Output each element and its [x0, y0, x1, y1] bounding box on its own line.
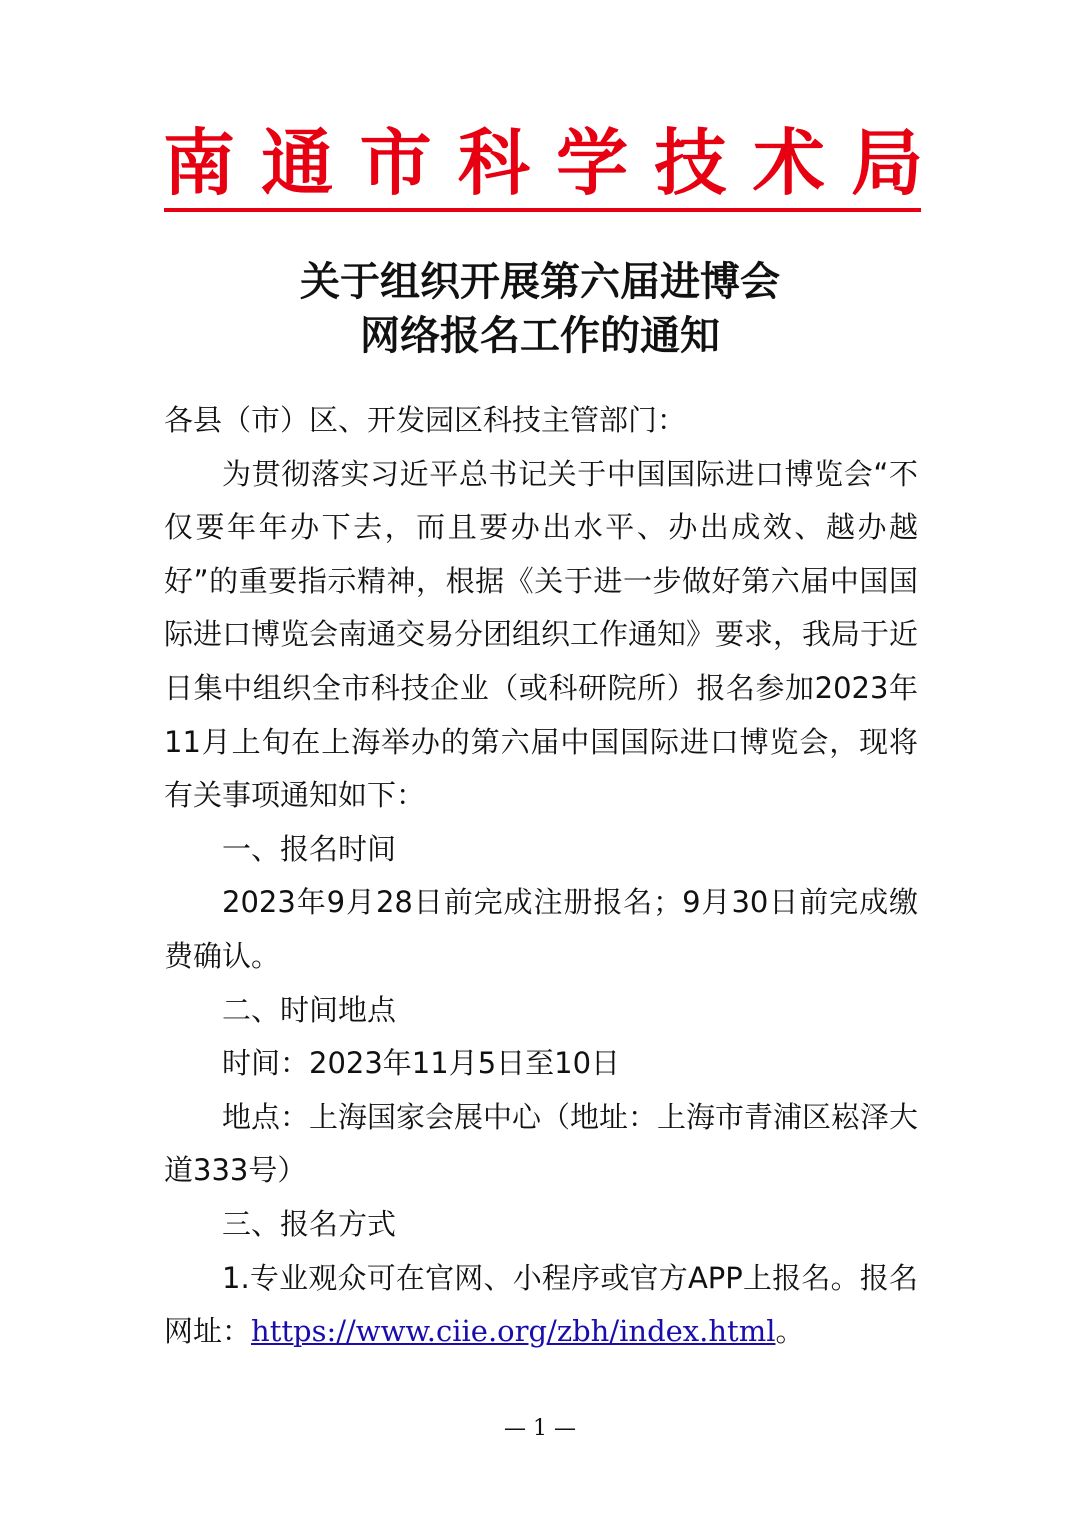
- registration-link[interactable]: https://www.ciie.org/zbh/index.html: [251, 1314, 776, 1349]
- section-2-heading: 二、时间地点: [222, 992, 397, 1027]
- masthead: [163, 118, 923, 208]
- section-2-time: 时间：2023年11月5日至10日: [222, 1046, 621, 1081]
- salutation: 各县（市）区、开发园区科技主管部门：: [164, 403, 687, 437]
- document-title-line-2: 网络报名工作的通知: [360, 312, 720, 359]
- masthead-char: 科: [457, 120, 530, 205]
- document-body: [164, 394, 918, 1359]
- document-title-line-1: 关于组织开展第六届进博会: [300, 258, 780, 305]
- intro-paragraph: 为贯彻落实习近平总书记关于中国国际进口博览会“不仅要年年办下去，而且要办出水平、办出成效、越办越好”的重要指示精神，根据《关于进一步做好第六届中国国际进口博览会南通交易分团组织工作通知》要求，我局于近日集中组织全市科技企业（或科研院所）报名参加2023年11月上旬在上海举办的第六届中国国际进口博览会，现将有关事项通知如下：: [164, 456, 919, 813]
- section-2-place: 地点：上海国家会展中心（地址：上海市青浦区崧泽大道333号）: [164, 1099, 919, 1188]
- section-1-heading: 一、报名时间: [222, 831, 397, 866]
- masthead-char: 南: [163, 120, 236, 205]
- document-title: [0, 255, 1080, 363]
- masthead-divider: [164, 208, 921, 212]
- section-3-item-1: [164, 1252, 918, 1359]
- masthead-char: 市: [359, 120, 432, 205]
- section-1-text: 2023年9月28日前完成注册报名；9月30日前完成缴费确认。: [164, 885, 918, 973]
- masthead-char: 学: [556, 120, 629, 205]
- masthead-char: 通: [261, 120, 334, 205]
- masthead-char: 局: [850, 120, 923, 205]
- link-suffix: 。: [775, 1314, 805, 1349]
- section-3-heading: 三、报名方式: [222, 1206, 397, 1241]
- section-3-item-1-text: 1.专业观众可在官网、小程序或官方APP上报名。报名网址：: [164, 1260, 918, 1349]
- page-number: — 1 —: [504, 1416, 576, 1441]
- masthead-char: 术: [752, 120, 825, 205]
- masthead-char: 技: [654, 120, 727, 205]
